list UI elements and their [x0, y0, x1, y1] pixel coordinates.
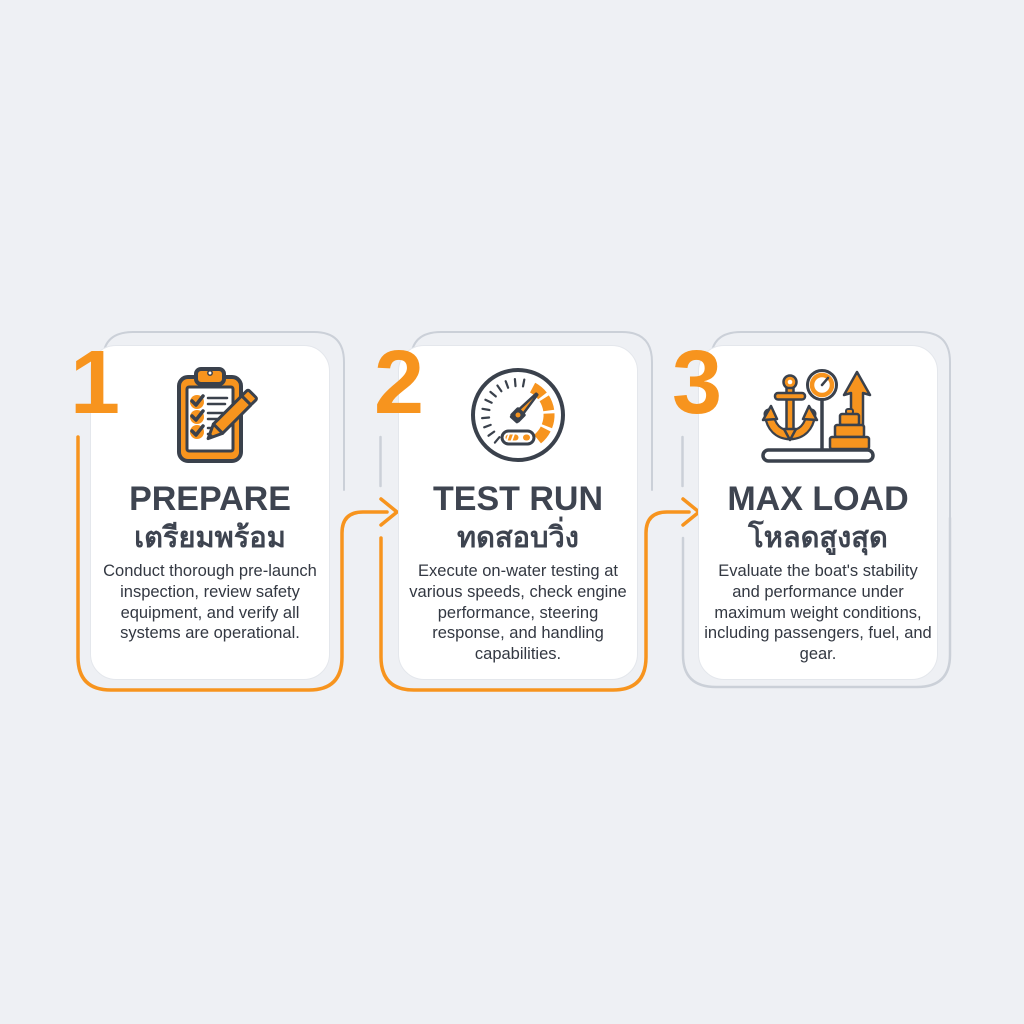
step-description: Evaluate the boat's stability and performance under maximum weight conditions, including passengers, fuel, and gear.: [704, 562, 932, 664]
step-title: PREPARE: [129, 480, 291, 518]
anchor-scale-icon: [699, 360, 937, 476]
step-title: MAX LOAD: [727, 480, 909, 518]
step-subtitle-thai: ทดสอบวิ่ง: [457, 519, 579, 554]
step-subtitle-thai: เตรียมพร้อม: [134, 519, 286, 554]
clipboard-checklist-icon: [91, 360, 329, 476]
step-card-max-load: [698, 345, 938, 680]
step-subtitle-thai: โหลดสูงสุด: [748, 519, 888, 554]
step-card-prepare: [90, 345, 330, 680]
step-card-test-run: [398, 345, 638, 680]
step-number-3: 3: [672, 333, 721, 433]
step-number-1: 1: [70, 333, 119, 433]
step-title: TEST RUN: [433, 480, 603, 518]
speedometer-icon: [399, 360, 637, 476]
step-number-2: 2: [374, 333, 423, 433]
step-description: Conduct thorough pre-launch inspection, review safety equipment, and verify all systems are operational.: [103, 562, 317, 643]
step-description: Execute on-water testing at various speeds, check engine performance, steering response, and handling capabilities.: [409, 562, 627, 664]
